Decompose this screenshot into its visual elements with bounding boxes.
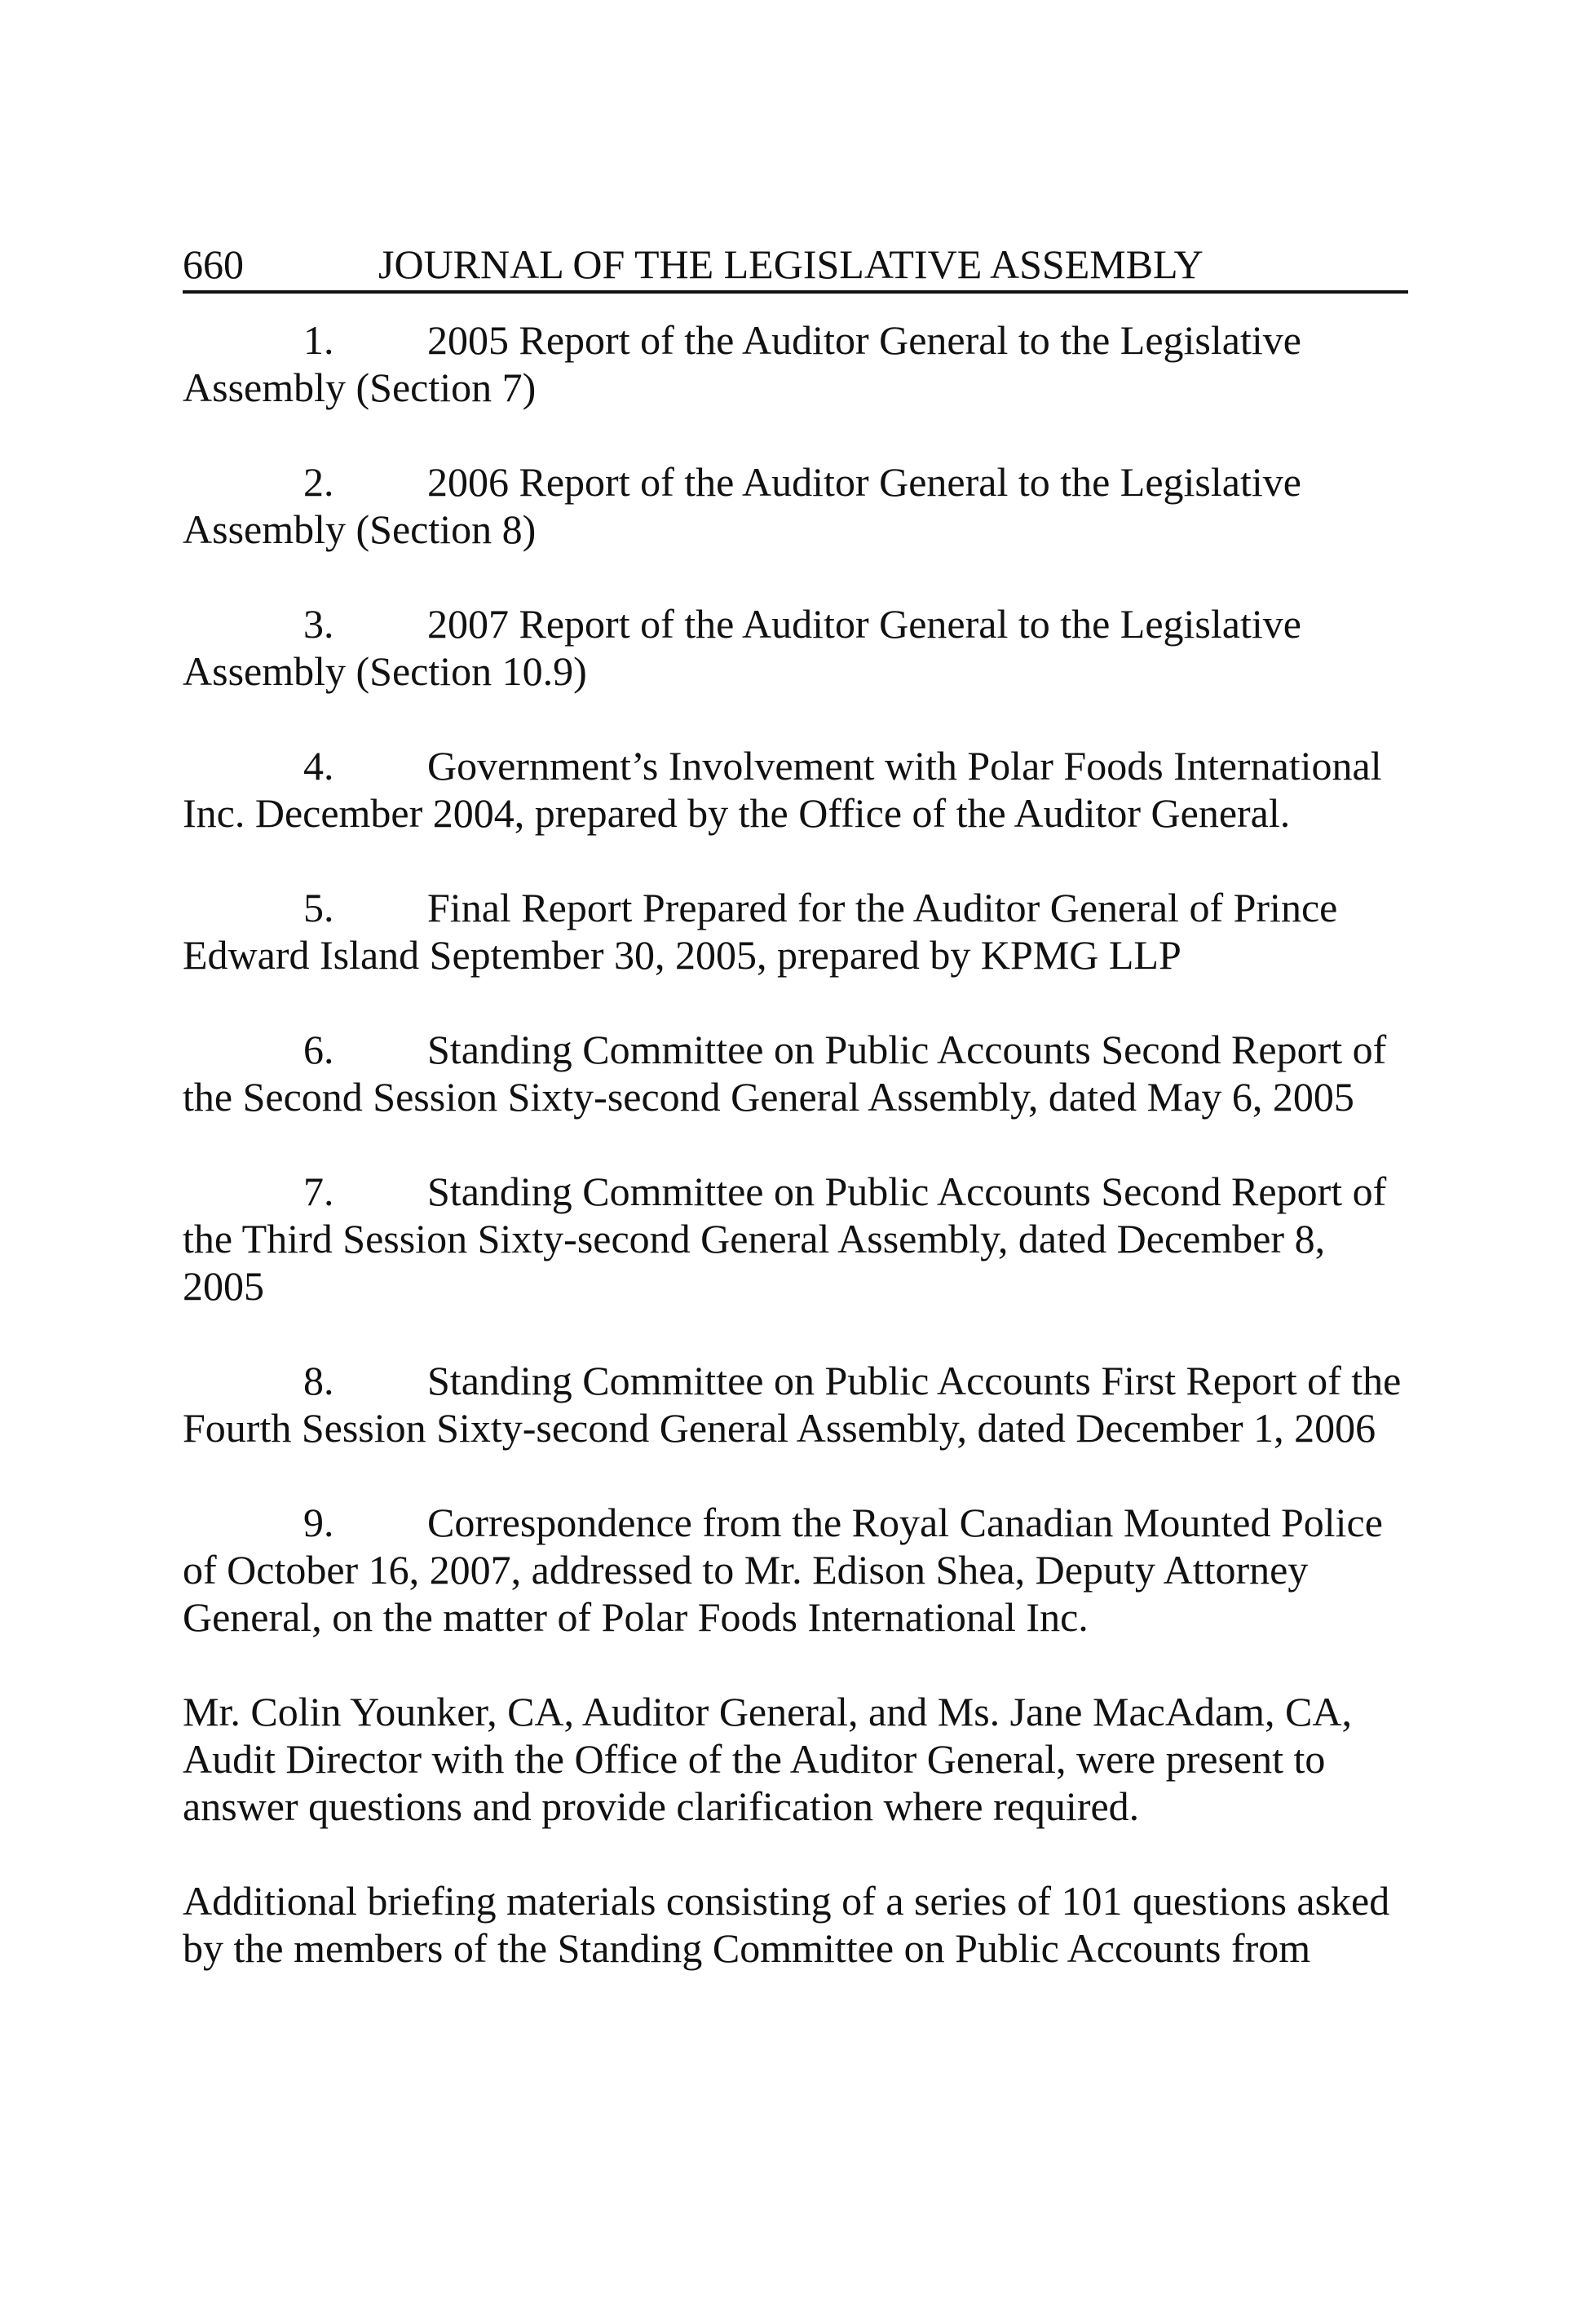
- list-item-number: 5.: [303, 885, 334, 930]
- list-item-text: Fourth Session Sixty-second General Assembly, dated December 1, 2006: [183, 1405, 1376, 1451]
- list-item-text: Standing Committee on Public Accounts First Report of the: [427, 1358, 1402, 1403]
- list-item-text: Standing Committee on Public Accounts Second Report of: [427, 1027, 1387, 1072]
- list-item-text: Final Report Prepared for the Auditor General of Prince: [427, 885, 1338, 930]
- list-item: [183, 884, 1414, 979]
- document-body: [183, 316, 1414, 2019]
- list-item-text: 2005 Report of the Auditor General to the Legislative: [427, 317, 1301, 363]
- paragraph-line: answer questions and provide clarification where required.: [183, 1783, 1140, 1829]
- list-item-text: General, on the matter of Polar Foods International Inc.: [183, 1594, 1089, 1640]
- list-item: [183, 1026, 1414, 1120]
- list-item-text: the Third Session Sixty-second General Assembly, dated December 8,: [183, 1216, 1326, 1261]
- list-item-number: 3.: [303, 601, 334, 647]
- list-item: [183, 600, 1414, 695]
- paragraph-attendance: [183, 1688, 1414, 1830]
- list-item-text: Edward Island September 30, 2005, prepared by KPMG LLP: [183, 932, 1181, 978]
- list-item-number: 1.: [303, 317, 334, 363]
- list-item-text: 2006 Report of the Auditor General to the Legislative: [427, 459, 1301, 505]
- paragraph-line: by the members of the Standing Committee on Public Accounts from: [183, 1925, 1311, 1971]
- paragraph-line: Mr. Colin Younker, CA, Auditor General, and Ms. Jane MacAdam, CA,: [183, 1689, 1352, 1734]
- list-item-number: 4.: [303, 743, 334, 789]
- journal-title: JOURNAL OF THE LEGISLATIVE ASSEMBLY: [378, 241, 1204, 287]
- list-item-text: Standing Committee on Public Accounts Second Report of: [427, 1169, 1387, 1214]
- list-item: [183, 458, 1414, 553]
- list-item-text: Assembly (Section 8): [183, 506, 537, 552]
- paragraph-line: Additional briefing materials consisting of a series of 101 questions asked: [183, 1878, 1390, 1924]
- page-number: 660: [183, 241, 244, 287]
- list-item-text: of October 16, 2007, addressed to Mr. Edison Shea, Deputy Attorney: [183, 1547, 1309, 1593]
- list-item: [183, 316, 1414, 411]
- list-item-text: 2005: [183, 1263, 264, 1309]
- list-item-text: Government’s Involvement with Polar Foods International: [427, 743, 1382, 789]
- list-item-number: 6.: [303, 1027, 334, 1072]
- list-item-text: Assembly (Section 7): [183, 365, 537, 410]
- list-item-text: 2007 Report of the Auditor General to the Legislative: [427, 601, 1301, 647]
- list-item-number: 9.: [303, 1500, 334, 1545]
- list-item-number: 8.: [303, 1358, 334, 1403]
- paragraph-briefing: [183, 1877, 1414, 1972]
- list-item: [183, 1499, 1414, 1641]
- list-item: [183, 1168, 1414, 1310]
- page-header: [183, 238, 1408, 294]
- list-item-number: 7.: [303, 1169, 334, 1214]
- list-item-text: Inc. December 2004, prepared by the Office of the Auditor General.: [183, 790, 1291, 836]
- list-item: [183, 1357, 1414, 1451]
- paragraph-line: Audit Director with the Office of the Auditor General, were present to: [183, 1736, 1326, 1782]
- list-item: [183, 742, 1414, 837]
- list-item-number: 2.: [303, 459, 334, 505]
- list-item-text: Correspondence from the Royal Canadian Mounted Police: [427, 1500, 1383, 1545]
- list-item-text: Assembly (Section 10.9): [183, 648, 587, 694]
- list-item-text: the Second Session Sixty-second General Assembly, dated May 6, 2005: [183, 1074, 1354, 1120]
